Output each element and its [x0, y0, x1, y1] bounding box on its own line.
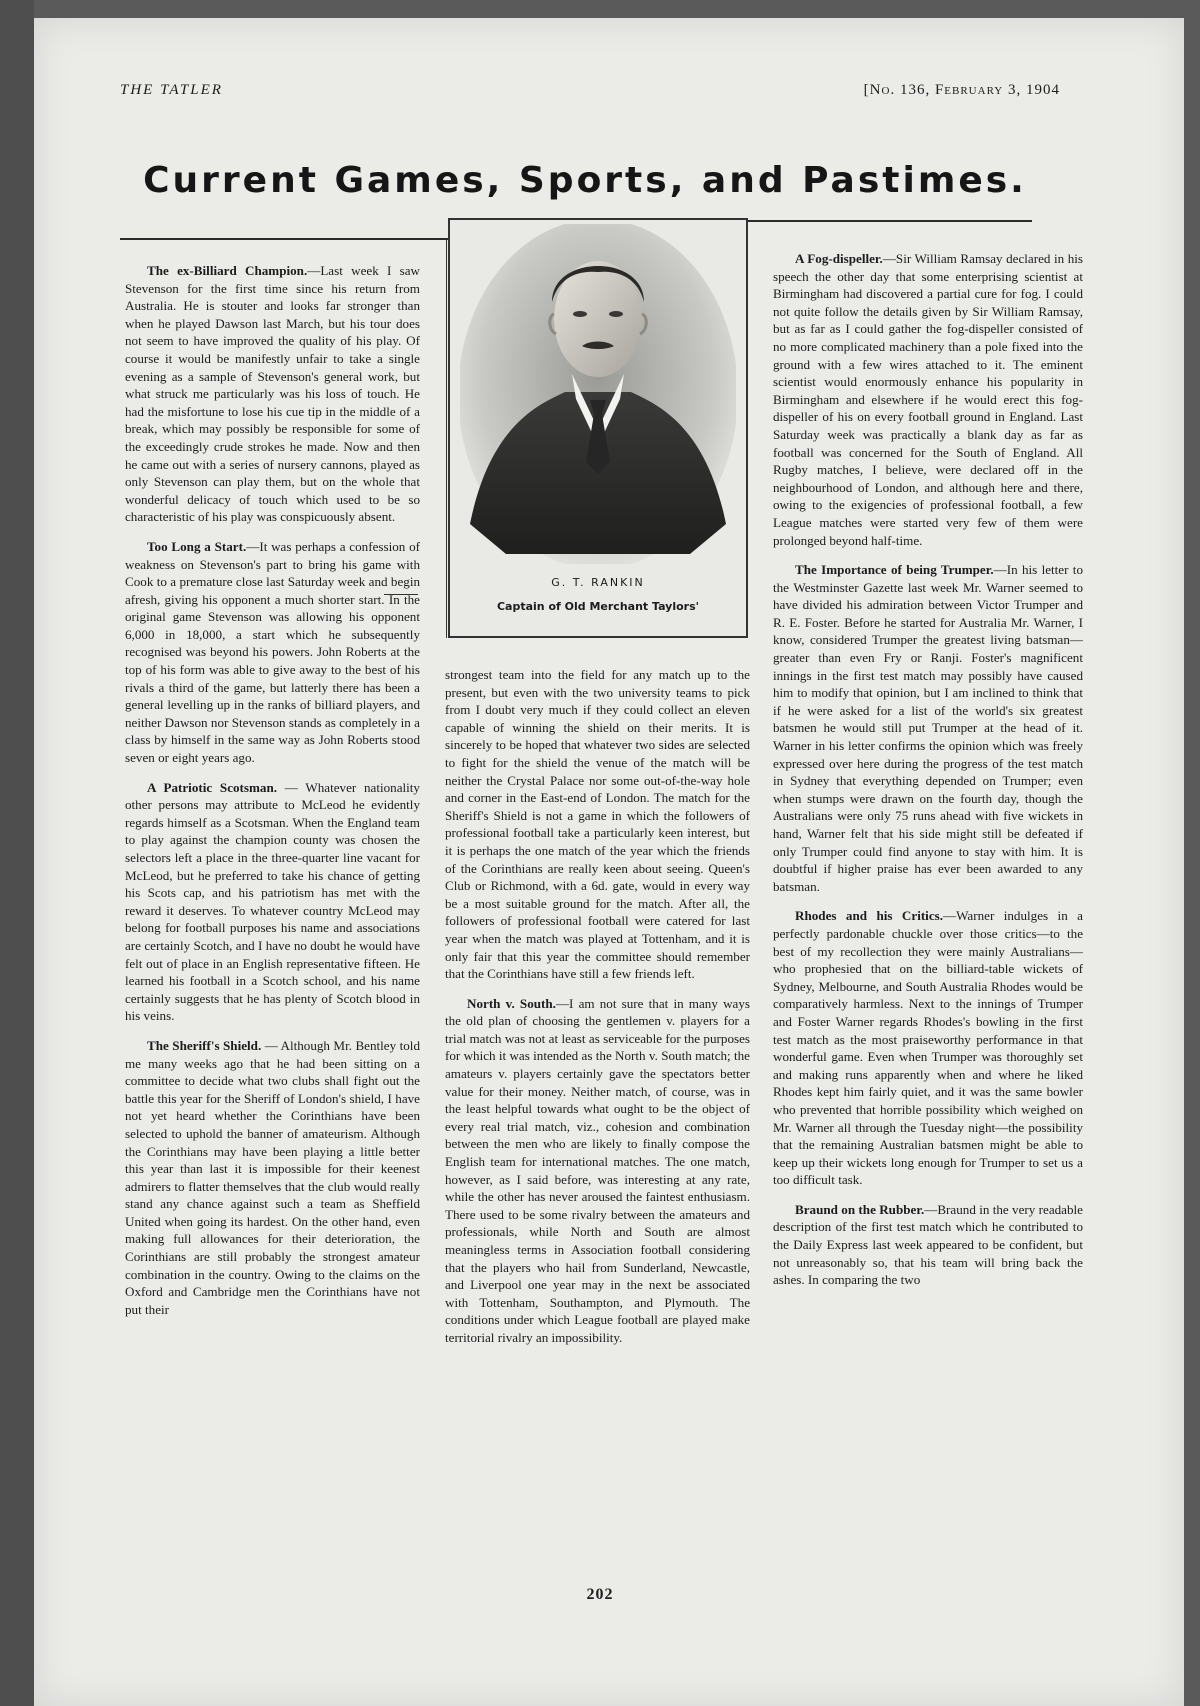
paragraph-text: — Whatever nationality other persons may attribute to McLeod he evidently regards himself as a Scotsman. When the England team to play against the champion county was chosen the selectors left a place in the three-quarter line vacant for McLeod, but he preferred to take his chance of getting his Scots cap, and his patriotism has met with the reward it deserves. To whatever country McLeod may belong for football purposes his name and associations are certainly Scotch, and I have no doubt he would have felt out of place in an English representative fifteen. He learned his football in a Scotch school, and his name certainly suggests that he has plenty of Scotch blood in his veins.	[125, 779, 420, 1024]
paragraph	[125, 1037, 420, 1319]
page-number: 202	[586, 1586, 614, 1603]
paragraph-lead: Rhodes and his Critics.	[795, 908, 944, 924]
paragraph	[445, 995, 750, 1347]
paragraph	[773, 907, 1083, 1189]
paragraph-lead: A Patriotic Scotsman.	[147, 779, 278, 795]
portrait-frame	[448, 218, 748, 638]
paragraph	[445, 666, 750, 983]
column-middle	[445, 666, 750, 1355]
paragraph-lead: The ex-Billiard Champion.	[147, 263, 308, 278]
issue-line: [No. 136, February 3, 1904	[863, 82, 1060, 98]
page-edge	[0, 0, 34, 1706]
paragraph	[125, 538, 420, 767]
paragraph-text: —Sir William Ramsay declared in his speech the other day that some enterprising scientist at Birmingham had discovered a partial cure for fog. I could not quite follow the details given by Sir William Ramsay, but as far as I could gather the fog-dispeller consisted of no more complicated machinery than a pole fixed into the ground with a few wires attached to it. The eminent scientist would enormously enhance his popularity in Birmingham and elsewhere if he would erect this fog-dispeller of his on every football ground in England. Last Saturday week was practically a blank day as far as football was concerned for the South of England. All Rugby matches, I believe, were declared off in the neighbourhood of London, and although here and there, owing to the exigencies of professional football, a few League matches were started very few of them were prolonged beyond half-time.	[773, 251, 1084, 548]
paragraph	[773, 250, 1083, 549]
paragraph	[125, 779, 420, 1025]
column-left	[125, 262, 420, 1326]
column-rule-right	[742, 220, 1032, 222]
paragraph-lead: The Importance of being Trumper.	[795, 562, 994, 578]
portrait-caption: Captain of Old Merchant Taylors'	[496, 600, 699, 613]
paragraph-lead: Too Long a Start.	[147, 538, 247, 554]
paragraph	[773, 1201, 1083, 1289]
portrait-photo	[460, 224, 736, 564]
paragraph-text: —In his letter to the Westminster Gazette last week Mr. Warner seemed to have divided his admiration between Victor Trumper and R. E. Foster. Before he started for Australia Mr. Warner, I know, considered Trumper the greatest living batsman—greater than even Fry or Ranji. Foster's magnificent innings in the first test match may possibly have caused him to modify that opinion, but I am inclined to think that if he were asked for a list of the world's six greatest batsmen he would still put Trumper at the head of it. Warner in his letter confirms the opinion which was freely expressed over here during the progress of the test match in Sydney that everything depended on Trumper; even when stumps were drawn on the fourth day, though the Australians were only 75 runs ahead with five wickets in hand, Warner felt that his side might still be defeated if only Trumper could find anyone to stay with him. It is doubtful if higher praise has ever been awarded to any batsman.	[773, 562, 1083, 894]
page-headline: Current Games, Sports, and Pastimes.	[143, 160, 1027, 201]
paragraph	[773, 561, 1083, 895]
paragraph-text: —Braund in the very readable description of the first test match which he contributed to the Daily Express last week appeared to be confident, but not unreasonably so, that his team will bring back the ashes. In comparing the two	[773, 1201, 1083, 1288]
paragraph-lead: North v. South.	[467, 995, 556, 1011]
box-rule-left	[446, 238, 447, 638]
paragraph-text: —Warner indulges in a perfectly pardonable chuckle over those critics—to the best of my recollection they were mainly Australians—who prophesied that on the billiard-table wickets of Sydney, Melbourne, and South Australia Rhodes would be comparatively harmless. Next to the innings of Trumper and Foster Warner regards Rhodes's bowling in the first test match as the most praiseworthy performance in that wonderful game. Even when Trumper was thoroughly set and making runs apparently when and where he liked Rhodes kept him fairly quiet, and it was the same bowler who prevented that horrible possibility which weighed on Mr. Warner all through the Tuesday night—the possibility that the remaining Australian batsmen might be able to keep up their wickets long enough for Trumper to set us a too difficult task.	[773, 908, 1083, 1188]
paragraph-text: — Although Mr. Bentley told me many weeks ago that he had been sitting on a committee to decide what two clubs shall fight out the battle this year for the Sheriff of London's shield, I have not yet heard whether the Corinthians have been selected to uphold the banner of amateurism. Although the Corinthians may have been playing a little better this year than last it is impossible for their keenest admirers to flatter themselves that the club would really stand any chance against such a team as Sheffield United when going its hardest. On the other hand, even making full allowances for their deterioration, the Corinthians are still probably the strongest amateur combination in the country. Owing to the claims on the Oxford and Cambridge men the Corinthians have not put their	[125, 1037, 420, 1317]
paragraph-text: strongest team into the field for any match up to the present, but even with the two university teams to pick from I doubt very much if they could collect an eleven capable of winning the shield on their merits. It is sincerely to be hoped that whatever two sides are selected to fight for the shield the venue of the match will be neither the Crystal Palace nor some out-of-the-way hole and corner in the East-end of London. The match for the Sheriff's Shield is not a game in which the followers of professional football take a particularly keen interest, but it is perhaps the one match of the year which the friends of the Corinthians are really keen about seeing. Queen's Club or Richmond, with a 6d. gate, would in every way be a most suitable ground for the match. After all, the followers of professional football were catered for last year when the match was played at Tottenham, and it is only fair that this year the committee should remember that the Corinthians have still a few friends left.	[445, 667, 750, 982]
paragraph-lead: A Fog-dispeller.	[795, 251, 883, 266]
paragraph-text: —Last week I saw Stevenson for the first time since his return from Australia. He is stouter and looks far stronger than when he played Dawson last March, but his tour does not seem to have improved the quality of his play. Of course it would be manifestly unfair to take a single evening as a sample of Stevenson's general work, but what struck me particularly was his loss of touch. He had the misfortune to lose his cue tip in the middle of a break, which may possibly be responsible for some of the exceedingly crude strokes he made. Now and then he came out with a series of nursery cannons, played as only Stevenson can play them, but on the whole that wonderful delicacy of touch which used to be so characteristic of his play was conspicuously absent.	[125, 263, 420, 525]
column-right	[773, 250, 1083, 1297]
column-rule-left	[120, 238, 448, 240]
portrait-name: G. T. RANKIN	[551, 576, 645, 589]
paragraph-lead: The Sheriff's Shield.	[147, 1037, 262, 1053]
paragraph-lead: Braund on the Rubber.	[795, 1201, 925, 1217]
paragraph	[125, 262, 420, 526]
publication-name: THE TATLER	[120, 82, 223, 98]
paragraph-text: —I am not sure that in many ways the old plan of choosing the gentlemen v. players for a trial match was not at least as serviceable for the purposes for which it was intended as the North v. South match; the amateurs v. players certainly gave the spectators better value for their money. Neither match, of course, was in the least helpful towards what ought to be the object of every real trial match, viz., cohesion and combination between the men who are likely to finally compose the English team for international matches. The one match, however, as I said before, was interesting at any rate, while the other has never aroused the faintest enthusiasm. There used to be some rivalry between the amateurs and professionals, while North and South are almost meaningless terms in Association football considering that the players who hail from Sunderland, Newcastle, and Liverpool one year may in the next be associated with Tottenham, Southampton, and Plymouth. The conditions under which League football are played make territorial rivalry an impossibility.	[445, 995, 750, 1345]
paragraph-text: —It was perhaps a confession of weakness on Stevenson's part to bring his game with Cook to a premature close last Saturday week and begin afresh, giving his opponent a much shorter start. In the original game Stevenson was allowing his opponent 6,000 in 18,000, a start which he subsequently recognised was beyond his powers. John Roberts at the top of his form was able to give away to the best of his rivals a third of the game, but latterly there has been a general levelling up in the ranks of billiard players, and neither Dawson nor Stevenson stands as completely in a class by himself in the same way as John Roberts stood seven or eight years ago.	[125, 538, 420, 766]
